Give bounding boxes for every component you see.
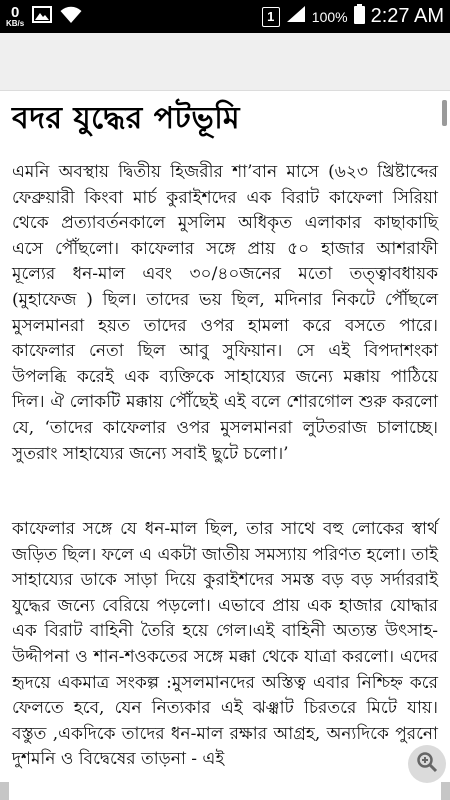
status-bar bbox=[0, 0, 450, 33]
page-edge-right bbox=[441, 782, 450, 800]
wifi-icon bbox=[60, 6, 82, 28]
battery-icon bbox=[354, 4, 365, 29]
signal-icon bbox=[286, 5, 306, 28]
page-edge-left bbox=[0, 782, 9, 800]
network-speed-value: 0 bbox=[10, 4, 20, 21]
zoom-button[interactable] bbox=[408, 745, 446, 783]
article-content[interactable] bbox=[0, 91, 450, 800]
app-toolbar bbox=[0, 33, 450, 91]
network-speed-unit: KB/s bbox=[6, 19, 25, 28]
article-title: বদর যুদ্ধের পটভূমি bbox=[12, 101, 240, 136]
sim-slot-icon: 1 bbox=[262, 7, 280, 27]
gallery-icon bbox=[32, 6, 52, 27]
clock: 2:27 AM bbox=[370, 5, 444, 27]
battery-percent: 100% bbox=[311, 8, 348, 25]
article-paragraph: কাফেলার সঙ্গে যে ধন-মাল ছিল, তার সাথে বহু লোকের স্বার্থ জড়িত ছিল। ফলে এ একটা জাতীয় সমস্যায় পরিণত হলো। তাই সাহায্যের ডাকে সাড়া দিয়ে কুরাইশদের সমস্ত বড় বড় সর্দাররাই যুদ্ধের জন্যে বেরিয়ে পড়লো। এভাবে প্রায় এক হাজার যোদ্ধার এক বিরাট বাহিনী তৈরি হয়ে গেল।এই বাহিনী অত্যন্ত উৎসাহ-উদ্দীপনা ও শান-শওকতের সঙ্গে মক্কা থেকে যাত্রা করলো। এদের হৃদয়ে একমাত্র সংকল্প :মুসলমানদের অস্তিত্ব এবার নিশ্চিহ্ন করে ফেলতে হবে, যেন নিত্যকার এই ঝঞ্ঝাট চিরতরে মিটে যায়। বস্তুত ,একদিকে তাদের ধন-মাল রক্ষার আগ্রহ, অন্যদিকে পুরনো দুশমনি ও বিদ্বেষের তাড়না - এই bbox=[12, 519, 438, 770]
scrollbar[interactable] bbox=[442, 100, 447, 126]
zoom-icon bbox=[415, 750, 439, 778]
network-speed bbox=[6, 5, 24, 28]
article-paragraph: এমনি অবস্থায় দ্বিতীয় হিজরীর শা’বান মাসে (৬২৩ খ্রিষ্টাব্দের ফেব্রুয়ারী কিংবা মার্চ কুরাইশদের এক বিরাট কাফেলা সিরিয়া থেকে প্রত্যাবর্তনকালে মুসলিম অধিকৃত এলাকার কাছাকাছি এসে পৌঁছলো। কাফেলার সঙ্গে প্রায় ৫০ হাজার আশরাফী মূল্যের ধন-মাল এবং ৩০/৪০জনের মতো তত্ত্বাবধায়ক (মুহাফেজ ) ছিল। তাদের ভয় ছিল, মদিনার নিকটে পৌঁছলে মুসলমানরা হয়ত তাদের ওপর হামলা করে বসতে পারে। কাফেলার নেতা ছিল আবু সুফিয়ান। সে এই বিপদাশংকা উপলব্ধি করেই এক ব্যক্তিকে সাহায্যের জন্যে মক্কায় পাঠিয়ে দিল। ঐ লোকটি মক্কায় পৌঁছেই এই বলে শোরগোল শুরু করলো যে, ‘তাদের কাফেলার ওপর মুসলমানরা লুটতরাজ চালাচ্ছে। সুতরাং সাহায্যের জন্যে সবাই ছুটে চলো।’ bbox=[12, 162, 438, 464]
